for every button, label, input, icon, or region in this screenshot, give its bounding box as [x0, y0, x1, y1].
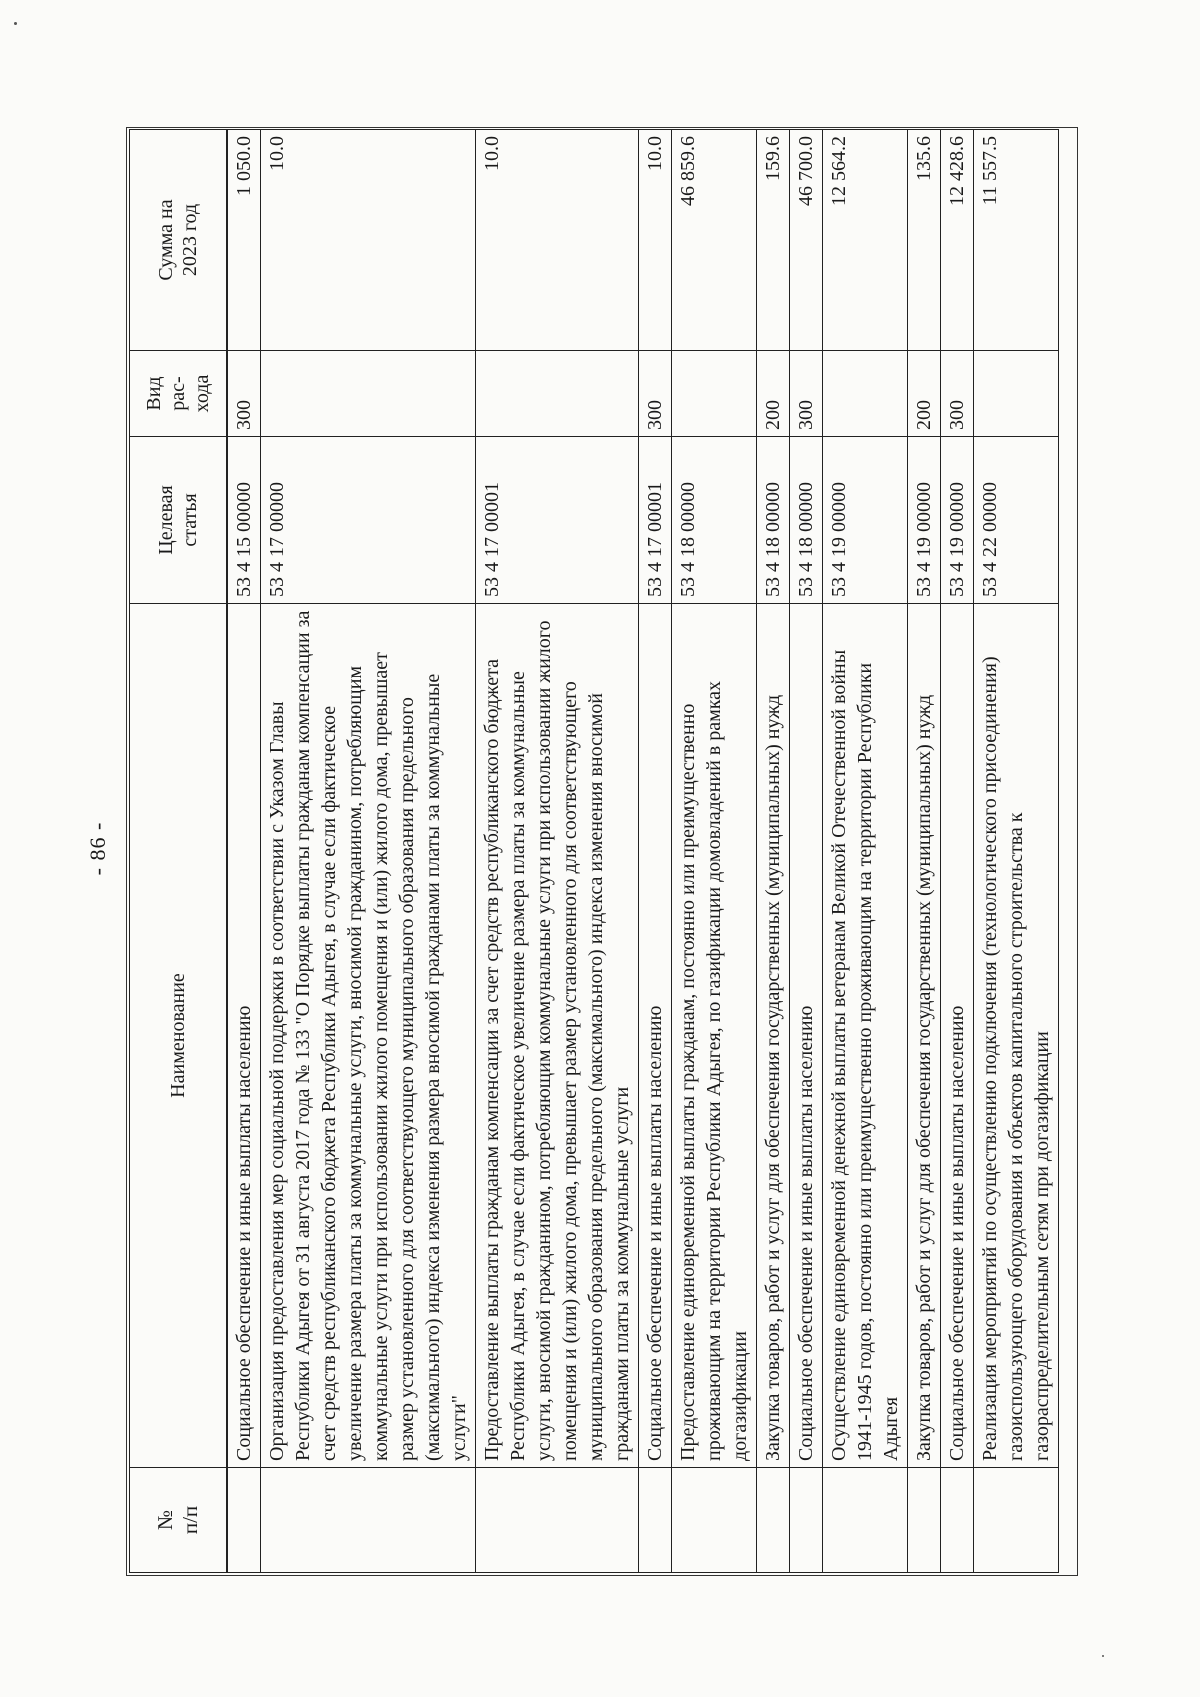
row-target-article-cell: 53 4 18 00000 — [789, 437, 822, 604]
row-number-cell — [822, 1468, 907, 1573]
table-header-row — [130, 130, 227, 1573]
row-number-cell — [756, 1468, 789, 1573]
row-target-article-cell: 53 4 19 00000 — [822, 437, 907, 604]
row-number-cell — [789, 1468, 822, 1573]
row-number-cell — [475, 1468, 638, 1573]
row-sum-cell: 12 428.6 — [940, 130, 973, 351]
row-number-cell — [907, 1468, 940, 1573]
row-name-cell: Предоставление единовременной выплаты гражданам, постоянно или преимущественно проживающим на территории Республики Адыгея, по газификации домовладений в рамках догазификации — [671, 604, 756, 1468]
row-target-article-cell: 53 4 17 00001 — [475, 437, 638, 604]
header-target-article-text: Целевая статья — [154, 485, 201, 555]
scan-speck — [14, 22, 17, 25]
row-number-cell — [260, 1468, 475, 1573]
header-expense-type-text: Вид рас- хода — [142, 374, 213, 413]
table-row — [756, 130, 789, 1573]
row-target-article-cell: 53 4 22 00000 — [973, 437, 1058, 604]
row-expense-type-cell — [973, 351, 1058, 437]
row-sum-cell: 159.6 — [756, 130, 789, 351]
header-name — [130, 604, 227, 1468]
row-number-cell — [638, 1468, 671, 1573]
table-row — [822, 130, 907, 1573]
header-name-text: Наименование — [166, 973, 189, 1098]
row-target-article-cell: 53 4 19 00000 — [940, 437, 973, 604]
table-row — [973, 130, 1058, 1573]
table-row — [671, 130, 756, 1573]
row-expense-type-cell — [260, 351, 475, 437]
row-target-article-cell: 53 4 18 00000 — [671, 437, 756, 604]
row-expense-type-cell — [671, 351, 756, 437]
table-row — [475, 130, 638, 1573]
row-sum-cell: 10.0 — [638, 130, 671, 351]
budget-table — [129, 129, 1059, 1573]
header-sum — [130, 130, 227, 351]
row-expense-type-cell — [822, 351, 907, 437]
row-name-cell: Предоставление выплаты гражданам компенсации за счет средств республиканского бюджета Республики Адыгея, в случае если фактическое увеличение размера платы за коммунальные услуги, вносимой гражданином, потребляющим коммунальные услуги при использовании жилого помещения и (или) жилого дома, превышает размер установленного для соответствующего муниципального образования предельного (максимального) индекса изменения вносимой гражданами платы за коммунальные услуги — [475, 604, 638, 1468]
scan-speck — [1102, 1655, 1104, 1657]
row-number-cell — [940, 1468, 973, 1573]
header-target-article — [130, 437, 227, 604]
row-sum-cell: 1 050.0 — [227, 130, 261, 351]
row-target-article-cell: 53 4 18 00000 — [756, 437, 789, 604]
row-target-article-cell: 53 4 19 00000 — [907, 437, 940, 604]
row-expense-type-cell: 300 — [940, 351, 973, 437]
header-sum-text: Сумма на 2023 год — [154, 199, 201, 281]
row-name-cell: Социальное обеспечение и иные выплаты населению — [940, 604, 973, 1468]
row-expense-type-cell: 300 — [638, 351, 671, 437]
row-name-cell: Социальное обеспечение и иные выплаты населению — [789, 604, 822, 1468]
row-expense-type-cell: 300 — [227, 351, 261, 437]
row-name-cell: Социальное обеспечение и иные выплаты населению — [227, 604, 261, 1468]
table-row — [227, 130, 261, 1573]
row-number-cell — [671, 1468, 756, 1573]
row-sum-cell: 135.6 — [907, 130, 940, 351]
header-number — [130, 1468, 227, 1573]
row-name-cell: Осуществление единовременной денежной выплаты ветеранам Великой Отечественной войны 1941-1945 годов, постоянно или преимущественно проживающим на территории Республики Адыгея — [822, 604, 907, 1468]
header-expense-type — [130, 351, 227, 437]
row-name-cell: Реализация мероприятий по осуществлению подключения (технологического присоединения) газоиспользующего оборудования и объектов капитального строительства к газораспределительным сетям при догазификации — [973, 604, 1058, 1468]
row-number-cell — [227, 1468, 261, 1573]
row-expense-type-cell: 200 — [756, 351, 789, 437]
row-sum-cell: 12 564.2 — [822, 130, 907, 351]
row-name-cell: Закупка товаров, работ и услуг для обеспечения государственных (муниципальных) нужд — [756, 604, 789, 1468]
row-sum-cell: 46 700.0 — [789, 130, 822, 351]
row-sum-cell: 11 557.5 — [973, 130, 1058, 351]
page-number: - 86 - — [85, 821, 110, 876]
table-row — [638, 130, 671, 1573]
row-sum-cell: 10.0 — [260, 130, 475, 351]
table-row — [260, 130, 475, 1573]
row-sum-cell: 10.0 — [475, 130, 638, 351]
row-target-article-cell: 53 4 17 00000 — [260, 437, 475, 604]
table-row — [789, 130, 822, 1573]
table-body — [227, 130, 1059, 1573]
header-number-text: № п/п — [152, 1505, 202, 1535]
table-row — [940, 130, 973, 1573]
row-name-cell: Закупка товаров, работ и услуг для обеспечения государственных (муниципальных) нужд — [907, 604, 940, 1468]
row-expense-type-cell: 300 — [789, 351, 822, 437]
row-name-cell: Организация предоставления мер социальной поддержки в соответствии с Указом Главы Республики Адыгея от 31 августа 2017 года № 133 "О Порядке выплаты гражданам компенсации за счет средств республиканского бюджета Республики Адыгея, в случае если фактическое увеличение размера платы за коммунальные услуги, вносимой гражданином, потребляющим коммунальные услуги при использовании жилого помещения и (или) жилого дома, превышает размер установленного для соответствующего муниципального образования предельного (максимального) индекса изменения размера вносимой гражданами платы за коммунальные услуги" — [260, 604, 475, 1468]
table-row — [907, 130, 940, 1573]
row-number-cell — [973, 1468, 1058, 1573]
row-expense-type-cell: 200 — [907, 351, 940, 437]
row-name-cell: Социальное обеспечение и иные выплаты населению — [638, 604, 671, 1468]
row-target-article-cell: 53 4 15 00000 — [227, 437, 261, 604]
row-sum-cell: 46 859.6 — [671, 130, 756, 351]
row-expense-type-cell — [475, 351, 638, 437]
row-target-article-cell: 53 4 17 00001 — [638, 437, 671, 604]
